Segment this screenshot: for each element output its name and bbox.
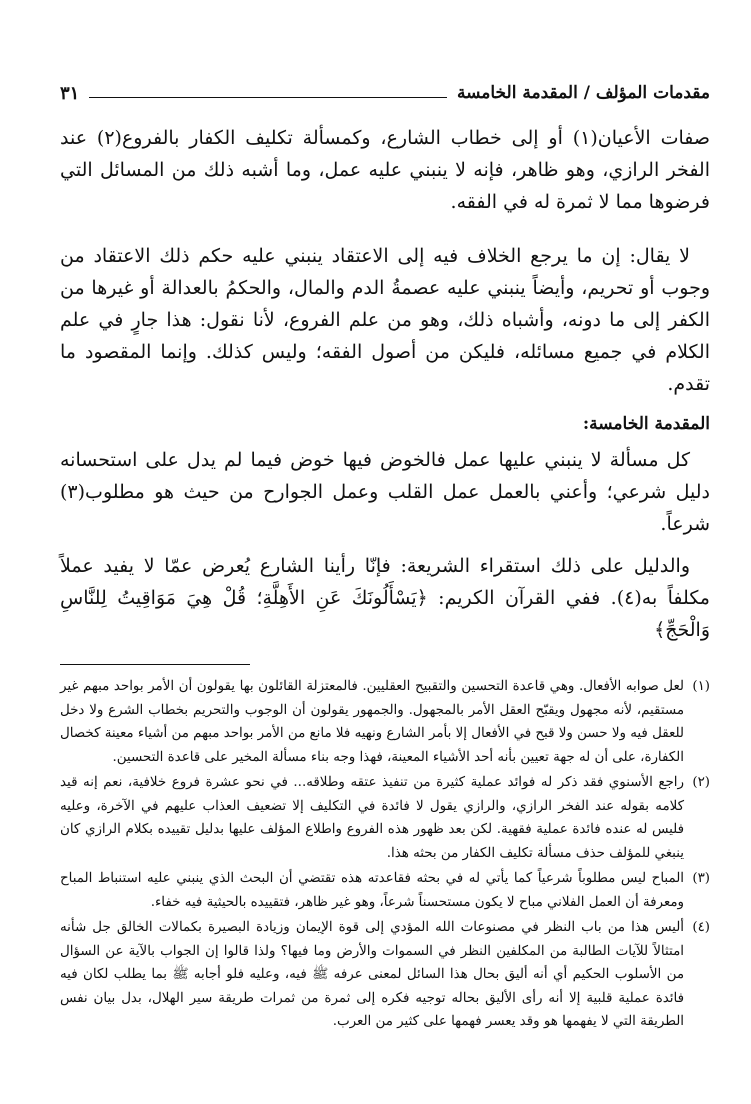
footnote-text: أليس هذا من باب النظر في مصنوعات الله المؤدي إلى قوة الإيمان وزيادة البصيرة بكمالات الخالق جل شأنه امتثالاً للآيات الطالبة من المكلفين النظر في السموات والأرض وما فيها؟ ولذا قالوا إن الجواب بالآية عن السؤال من الأسلوب الحكيم أي أنه أليق بحال هذا السائل لمعنى عرفه ﷺ فيه، وعليه فلو أجابه ﷺ بما يطلب لكان فيه فائدة عملية قلبية إلا أنه رأى الأليق بحاله توجيه فكره إلى ثمرة من ثمرات طريقة سير الهلال، بدل بيان نفس الطريقة التي لا يفهمها هو وقد يعسر فهمها على كثير من العرب. bbox=[60, 920, 684, 1029]
footnote-separator bbox=[60, 664, 250, 665]
main-text bbox=[60, 122, 710, 646]
footnote bbox=[60, 867, 710, 914]
footnote-number: (٢) bbox=[692, 775, 710, 790]
header-rule bbox=[89, 97, 447, 98]
footnote-number: (١) bbox=[692, 679, 710, 694]
running-header bbox=[60, 78, 710, 108]
footnote-text: المباح ليس مطلوباً شرعياً كما يأتي له في بحثه فقاعدته هذه تقتضي أن البحث الذي ينبني عليه استنباط المباح ومعرفة أن العمل الفلاني مباح لا يكون مستحسناً شرعاً، وهو غير ظاهر، فتقييده بالحيثية فيه خفاء. bbox=[60, 871, 684, 910]
footnote-text: راجع الأسنوي فقد ذكر له فوائد عملية كثيرة من تنفيذ عتقه وطلاقه... في نحو عشرة فروع خلافية، نعم إنه قيد كلامه بقوله عند الفخر الرازي، والرازي يقول لا فائدة في التكليف إلا تضعيف العذاب عليهم في الآخرة، وعليه فليس له عنده فائدة عملية فقهية. لكن بعد ظهور هذه الفروع واطلاع المؤلف عليها بدليل تقييده بكلام الرازي كان ينبغي للمؤلف حذف مسألة تكليف الكفار من بحثه هذا. bbox=[60, 775, 684, 861]
paragraph: لا يقال: إن ما يرجع الخلاف فيه إلى الاعتقاد ينبني عليه حكم ذلك الاعتقاد من وجوب أو تحريم، وأيضاً ينبني عليه عصمةُ الدم والمال، والحكمُ بالعدالة أو غيرها من الكفر إلى ما دونه، وأشباه ذلك، وهو من علم الفروع، لأنا نقول: هذا جارٍ في علم الكلام في جميع مسائله، فليكن من أصول الفقه؛ وليس كذلك. وإنما المقصود ما تقدم. bbox=[60, 245, 710, 395]
page-number: ٣١ bbox=[60, 82, 80, 104]
footnote-number: (٤) bbox=[692, 920, 710, 935]
page bbox=[60, 78, 710, 1036]
section-heading: المقدمة الخامسة: bbox=[582, 414, 710, 434]
paragraph-gap bbox=[60, 228, 710, 240]
footnote bbox=[60, 675, 710, 769]
paragraph: والدليل على ذلك استقراء الشريعة: فإنّا رأينا الشارع يُعرض عمّا لا يفيد عملاً مكلفاً به(٤). ففي القرآن الكريم: ﴿يَسْأَلُونَكَ عَنِ الأَهِلَّةِ؛ قُلْ هِيَ مَوَاقِيتُ لِلنَّاسِ وَالْحَجِّ﴾ bbox=[60, 555, 710, 641]
paragraph: صفات الأعيان(١) أو إلى خطاب الشارع، وكمسألة تكليف الكفار بالفروع(٢) عند الفخر الرازي، وهو ظاهر، فإنه لا ينبني عليه عمل، وما أشبه ذلك من المسائل التي فرضوها مما لا ثمرة له في الفقه. bbox=[60, 127, 710, 213]
footnote bbox=[60, 916, 710, 1034]
footnote-text: لعل صوابه الأفعال. وهي قاعدة التحسين والتقبيح العقليين. فالمعتزلة القائلون بها يقولون أن الأمر بواحد مبهم غير مستقيم، لأنه مجهول ويقبّح العقل الأمر بالمجهول. والجمهور يقولون أن الوجوب والتحريم بخطاب الشرع ولا دخل للعقل فيه ولا حسن ولا قبح في الأفعال إلا بأمر الشارع ونهيه فلا مانع من الأمر بواحد مبهم من أشياء معينة كخصال الكفارة، على أن له جهة تعيين بأنه أحد الأشياء المعينة، فهذا وجه بناء مسألة المخير على قاعدة التحسين. bbox=[60, 679, 684, 765]
footnotes bbox=[60, 675, 710, 1034]
footnote-number: (٣) bbox=[692, 871, 710, 886]
footnote bbox=[60, 771, 710, 865]
running-header-title: مقدمات المؤلف / المقدمة الخامسة bbox=[456, 83, 710, 103]
paragraph: كل مسألة لا ينبني عليها عمل فالخوض فيها خوض فيما لم يدل على استحسانه دليل شرعي؛ وأعني بالعمل عمل القلب وعمل الجوارح من حيث هو مطلوب(٣) شرعاً. bbox=[60, 449, 710, 535]
